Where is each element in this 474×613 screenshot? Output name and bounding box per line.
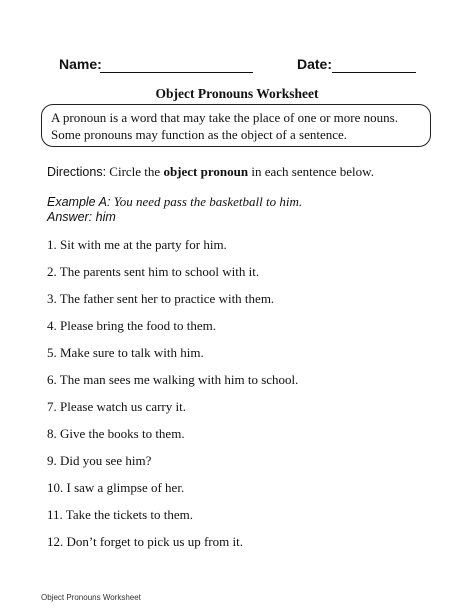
directions-text-after: in each sentence below. bbox=[248, 164, 374, 179]
sentence-5: 5. Make sure to talk with him. bbox=[47, 345, 204, 360]
directions-text-before: Circle the bbox=[106, 164, 164, 179]
sentence-10: 10. I saw a glimpse of her. bbox=[47, 480, 185, 495]
sentence-2: 2. The parents sent him to school with it. bbox=[47, 264, 260, 279]
sentence-1: 1. Sit with me at the party for him. bbox=[47, 237, 227, 252]
example-label: Example A: bbox=[47, 195, 111, 209]
worksheet-title: Object Pronouns Worksheet bbox=[155, 86, 319, 101]
sentence-12: 12. Don’t forget to pick us up from it. bbox=[47, 534, 243, 549]
sentence-7: 7. Please watch us carry it. bbox=[47, 399, 186, 414]
definition-line-1: A pronoun is a word that may take the place of one or more nouns. bbox=[51, 110, 398, 125]
directions bbox=[47, 164, 374, 180]
example-answer: Answer: him bbox=[47, 210, 116, 224]
definition-line-2: Some pronouns may function as the object of a sentence. bbox=[51, 127, 348, 142]
header-row bbox=[0, 56, 474, 76]
name-label: Name: bbox=[59, 56, 102, 72]
sentence-3: 3. The father sent her to practice with them. bbox=[47, 291, 275, 306]
footer-text: Object Pronouns Worksheet bbox=[41, 593, 141, 602]
sentence-6: 6. The man sees me walking with him to school. bbox=[47, 372, 299, 387]
directions-label: Directions: bbox=[47, 165, 107, 179]
date-label: Date: bbox=[297, 56, 333, 72]
sentence-4: 4. Please bring the food to them. bbox=[47, 318, 216, 333]
example bbox=[47, 193, 302, 211]
date-blank-line[interactable] bbox=[332, 72, 416, 73]
sentence-11: 11. Take the tickets to them. bbox=[47, 507, 194, 522]
name-blank-line[interactable] bbox=[100, 72, 253, 73]
sentence-8: 8. Give the books to them. bbox=[47, 426, 185, 441]
example-sentence: You need pass the basketball to him. bbox=[110, 194, 303, 209]
definition-box bbox=[41, 104, 431, 147]
directions-bold: object pronoun bbox=[163, 164, 249, 179]
sentence-9: 9. Did you see him? bbox=[47, 453, 152, 468]
